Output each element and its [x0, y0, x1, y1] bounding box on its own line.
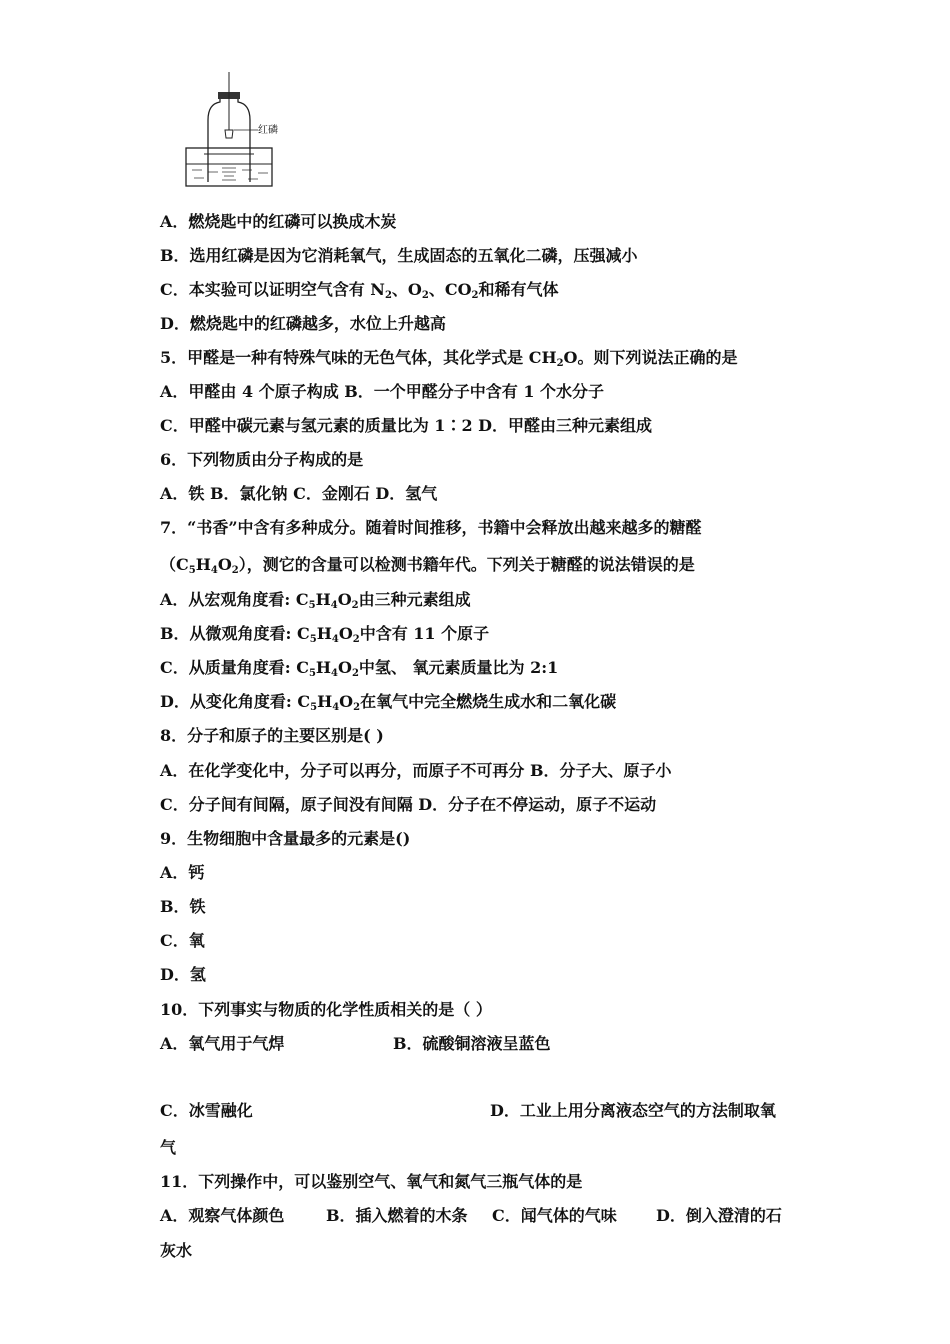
text-line: 10．下列事实与物质的化学性质相关的是（ ） — [160, 1000, 492, 1019]
subscript: 2 — [353, 702, 361, 713]
text-line: D．燃烧匙中的红磷越多，水位上升越高 — [160, 314, 446, 333]
text-line — [160, 348, 737, 368]
text-line: D．氢 — [160, 965, 206, 984]
text-segment: （C — [160, 555, 189, 574]
text-line: C．氧 — [160, 931, 205, 950]
text-line — [160, 692, 616, 712]
subscript: 2 — [421, 290, 429, 301]
text-segment: O — [338, 624, 353, 643]
subscript: 4 — [331, 668, 339, 679]
text-segment: O — [338, 658, 352, 677]
text-segment: D．从变化角度看: C — [160, 692, 311, 711]
text-line: C．冰雪融化 — [160, 1101, 253, 1120]
subscript: 5 — [308, 668, 316, 679]
text-segment: 5．甲醛是一种有特殊气味的无色气体，其化学式是 CH — [160, 348, 557, 367]
subscript: 5 — [308, 600, 316, 611]
text-segment: 中氢、 氧元素质量比为 2:1 — [358, 658, 559, 677]
text-line: A．甲醛由 4 个原子构成 B．一个甲醛分子中含有 1 个水分子 — [160, 382, 605, 401]
text-segment: C．本实验可以证明空气含有 N — [160, 280, 385, 299]
text-line: A．燃烧匙中的红磷可以换成木炭 — [160, 212, 397, 231]
text-line: A．观察气体颜色 — [160, 1206, 285, 1225]
text-line: A．在化学变化中，分子可以再分，而原子不可再分 B．分子大、原子小 — [160, 761, 672, 780]
text-segment: O — [339, 692, 354, 711]
text-line: C．分子间有间隔，原子间没有间隔 D．分子在不停运动，原子不运动 — [160, 795, 657, 814]
text-line — [160, 280, 559, 300]
subscript: 2 — [231, 565, 239, 576]
text-line: 7．“书香”中含有多种成分。随着时间推移，书籍中会释放出越来越多的糖醛 — [160, 518, 702, 537]
text-segment: C．从质量角度看: C — [160, 658, 309, 677]
subscript: 4 — [332, 702, 340, 713]
text-segment: O。则下列说法正确的是 — [563, 348, 738, 367]
text-line: B．硫酸铜溶液呈蓝色 — [393, 1034, 551, 1053]
subscript: 4 — [330, 600, 338, 611]
text-line: 气 — [160, 1138, 177, 1157]
text-line: 6．下列物质由分子构成的是 — [160, 450, 364, 469]
text-line: D．倒入澄清的石 — [656, 1206, 782, 1225]
text-line — [160, 590, 471, 610]
subscript: 4 — [210, 565, 218, 576]
text-segment: 在氧气中完全燃烧生成水和二氧化碳 — [360, 692, 617, 711]
text-segment: 和稀有气体 — [478, 280, 559, 299]
text-line: 11．下列操作中，可以鉴别空气、氧气和氮气三瓶气体的是 — [160, 1172, 583, 1191]
text-segment: H — [315, 658, 332, 677]
text-segment: 中含有 11 个原子 — [359, 624, 490, 643]
text-line: A．钙 — [160, 863, 205, 882]
subscript: 2 — [352, 634, 360, 645]
text-segment: H — [316, 624, 332, 643]
text-line — [160, 658, 558, 678]
text-segment: O — [337, 590, 352, 609]
subscript: 5 — [310, 702, 318, 713]
text-segment: 、O — [391, 280, 422, 299]
text-segment: H — [195, 555, 211, 574]
text-line: A．铁 B．氯化钠 C．金刚石 D．氢气 — [160, 484, 438, 503]
experiment-apparatus-figure — [182, 72, 286, 190]
text-segment: 由三种元素组成 — [358, 590, 471, 609]
text-line: C．闻气体的气味 — [492, 1206, 617, 1225]
text-segment: O — [217, 555, 232, 574]
subscript: 2 — [556, 358, 564, 369]
subscript: 5 — [188, 565, 196, 576]
text-line: 9．生物细胞中含量最多的元素是() — [160, 829, 411, 848]
text-line: B．插入燃着的木条 — [326, 1206, 468, 1225]
subscript: 2 — [384, 290, 392, 301]
text-line — [160, 624, 489, 644]
text-line: 灰水 — [160, 1241, 193, 1260]
text-line: C．甲醛中碳元素与氢元素的质量比为 1∶2 D．甲醛由三种元素组成 — [160, 416, 653, 435]
subscript: 2 — [351, 668, 359, 679]
text-segment: H — [317, 692, 333, 711]
text-segment: H — [315, 590, 331, 609]
text-line: A．氧气用于气焊 — [160, 1034, 285, 1053]
text-segment: ），测它的含量可以检测书籍年代。下列关于糖醛的说法错误的是 — [238, 555, 695, 574]
text-line: B．选用红磷是因为它消耗氧气，生成固态的五氧化二磷，压强减小 — [160, 246, 638, 265]
subscript: 2 — [351, 600, 359, 611]
text-line — [160, 555, 695, 575]
text-line: B．铁 — [160, 897, 206, 916]
subscript: 4 — [331, 634, 339, 645]
red-phosphorus-label: 红磷 — [258, 125, 278, 136]
subscript: 2 — [471, 290, 479, 301]
text-segment: 、CO — [428, 280, 472, 299]
text-segment: B．从微观角度看: C — [160, 624, 310, 643]
text-line: D．工业上用分离液态空气的方法制取氧 — [490, 1101, 776, 1120]
text-line: 8．分子和原子的主要区别是( ) — [160, 726, 384, 745]
text-segment: A．从宏观角度看: C — [160, 590, 309, 609]
subscript: 5 — [309, 634, 317, 645]
